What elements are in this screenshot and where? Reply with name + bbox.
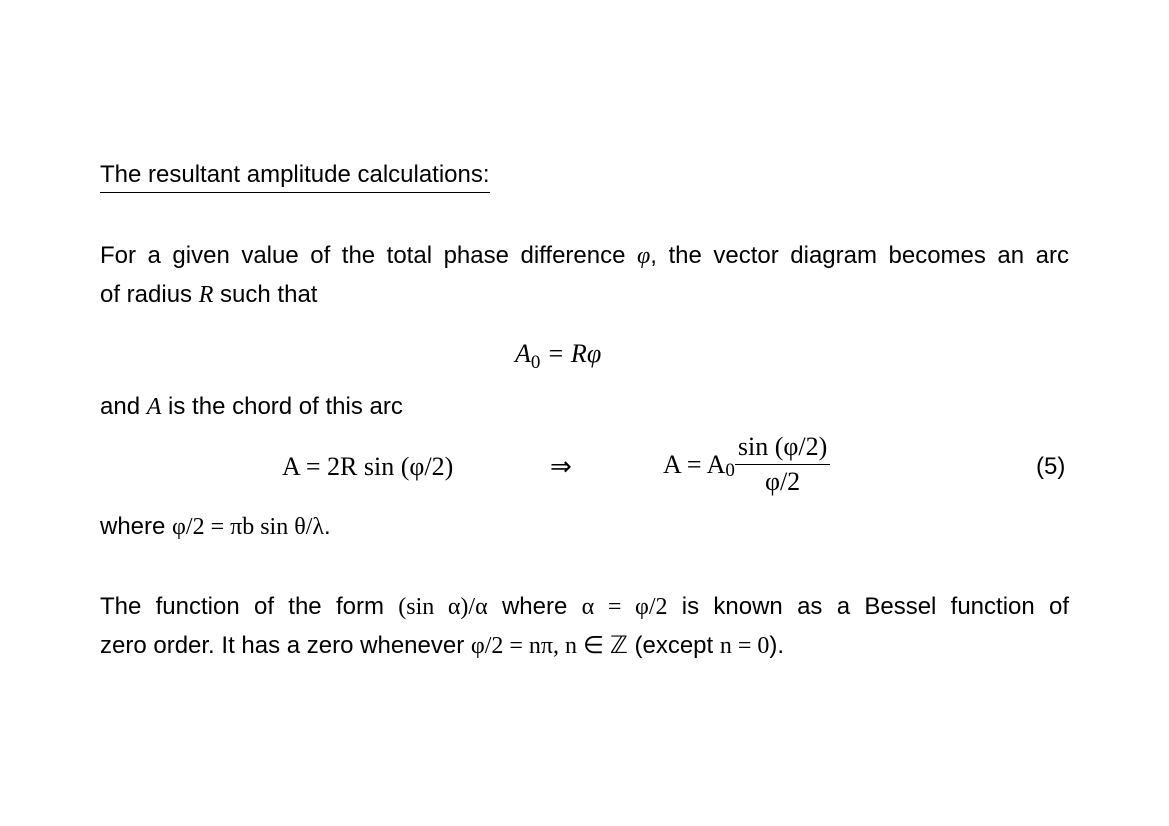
section-title: The resultant amplitude calculations: [100,161,490,193]
para4-math-1: (sin α)/α [398,594,488,620]
radius-symbol: R [198,282,214,308]
paragraph-2 [100,393,403,421]
para3-end: . [324,513,331,540]
eq5-right-a: A = A [663,449,726,479]
para4-line2-c: ). [769,632,785,659]
para2-text-a: and [100,393,147,420]
para4-line2-math-2: n = 0 [719,633,770,659]
eq5-subscript: 0 [725,459,735,481]
paragraph-4-line-2 [100,632,784,660]
para4-text-a: The function of the form [100,593,399,620]
para4-line2-a: zero order. It has a zero whenever [100,632,471,659]
chord-symbol: A [146,394,162,420]
fraction-denominator: φ/2 [764,467,801,496]
fraction [735,432,830,497]
phi-symbol: φ [637,243,651,269]
eq1-rhs: = Rφ [540,339,602,368]
eq1-a: A [515,339,531,368]
eq1-subscript: 0 [530,352,541,373]
para3-math: φ/2 = πb sin θ/λ [172,514,325,540]
para1-text-a: For a given value of the total phase difference [100,242,637,269]
para4-math-2: α = φ/2 [581,594,668,620]
para4-text-c: is known as a Bessel function of [667,593,1070,620]
paragraph-3 [100,513,331,541]
equation-5-right [663,432,830,497]
paragraph-1-line-2 [100,281,317,309]
para3-text: where [100,513,173,540]
para2-text-b: is the chord of this arc [161,393,403,420]
para1-line2-b: such that [213,281,318,308]
para4-text-b: where [487,593,582,620]
para1-text-b: , the vector diagram becomes an arc [650,242,1069,269]
equation-5-left: A = 2R sin (φ/2) [282,452,454,481]
para4-line2-b: (except [627,632,720,659]
equation-a0 [515,339,602,373]
implies-arrow: ⇒ [550,452,572,481]
fraction-numerator: sin (φ/2) [735,432,830,465]
para1-line2-a: of radius [100,281,199,308]
paragraph-1-line-1 [100,242,1069,270]
equation-number: (5) [1036,453,1066,480]
para4-line2-math-1: φ/2 = nπ, n ∈ ℤ [470,633,628,659]
paragraph-4-line-1 [100,593,1069,621]
